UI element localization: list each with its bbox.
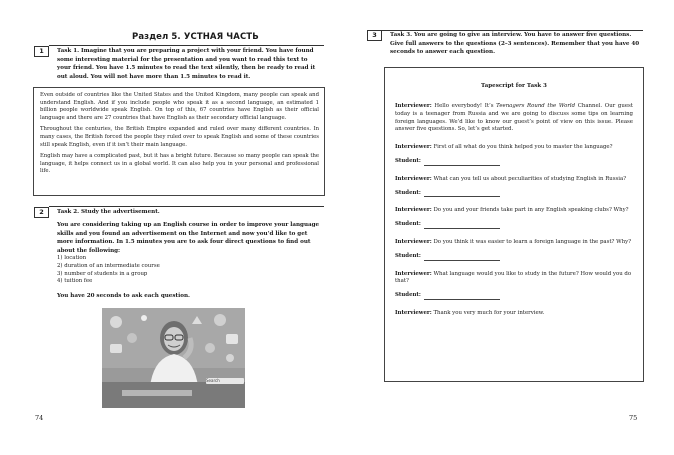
answer-line — [424, 293, 500, 300]
page-number-left: 74 — [35, 414, 44, 422]
tapescript-box — [384, 67, 644, 382]
task3-instruction: Task 3. You are going to give an interview. You have to answer five questions. Give full answers to the questions (2–3 sentences). Remember that you have 40 seconds to answer each question. — [390, 32, 640, 55]
question-4 — [395, 239, 633, 247]
student-answer-1 — [395, 158, 633, 166]
outro-text: Thank you very much for your interview. — [433, 309, 545, 316]
question-text: Do you and your friends take part in any English speaking clubs? Why? — [433, 207, 629, 214]
interviewer-label: Interviewer: — [395, 270, 432, 277]
question-text: Do you think it was easier to learn a foreign language in the past? Why? — [433, 238, 632, 245]
interviewer-label: Interviewer: — [395, 309, 432, 316]
task2-rule — [49, 206, 324, 207]
task1-text-p1: Even outside of countries like the United States and the United Kingdom, many people can speak and understand English. And if you include people who speak it as a second language, an estimated 1 billion people worldwide speak English. On top of this, 67 countries have English as their official language and there are 27 countries that have English as their secondary official language. — [40, 92, 319, 121]
interviewer-label: Interviewer: — [395, 175, 432, 182]
student-label: Student: — [395, 157, 421, 164]
task1-text-p2: Throughout the centuries, the British Empire expanded and ruled over many different countries. In many cases, the British forced the people they ruled over to speak English and some of these countries still speak English, even if it isn’t their main language. — [40, 126, 319, 148]
interviewer-label: Interviewer: — [395, 207, 432, 214]
task2-list — [57, 255, 160, 286]
question-2 — [395, 176, 633, 184]
question-text: What language would you like to study in the future? How would you do that? — [395, 270, 632, 285]
intro-post: Channel. Our guest today is a teenager from Russia and we are going to discuss some tips on learning foreign languages. We’d like to know our guest’s point of view on this issue. Please answer five questions. So, let’s get started. — [395, 103, 633, 133]
channel-name: Teenagers Round the World — [496, 103, 576, 109]
right-page — [337, 0, 674, 455]
question-5 — [395, 271, 633, 287]
task2-item: 3) number of students in a group — [57, 270, 148, 277]
task1-text-box — [33, 87, 325, 196]
student-label: Student: — [395, 189, 421, 196]
interviewer-label: Interviewer: — [395, 238, 432, 245]
task3-number: 3 — [367, 30, 382, 41]
student-label: Student: — [395, 292, 421, 299]
page-number-right: 75 — [629, 414, 638, 422]
section-title: Раздел 5. УСТНАЯ ЧАСТЬ — [132, 32, 259, 42]
student-answer-5 — [395, 292, 633, 300]
question-3 — [395, 207, 633, 215]
task2-instruction: You are considering taking up an English course in order to improve your language skills and you found an advertisement on the Internet and now you’d like to get more information. In 1.5 minutes you are to ask four direct questions to find out about the following: — [57, 222, 320, 254]
question-1 — [395, 144, 633, 152]
student-answer-3 — [395, 221, 633, 229]
answer-line — [424, 159, 500, 166]
task2-item: 2) duration of an intermediate course — [57, 262, 160, 269]
answer-line — [424, 222, 500, 229]
task1-instruction: Task 1. Imagine that you are preparing a project with your friend. You have found some interesting material for the presentation and you want to read this text to your friend. You have 1.5 minutes to read the text silently, then be ready to read it out aloud. You will not have more than 1.5 minutes to read it. — [57, 48, 316, 80]
task2-item: 1) location — [57, 255, 87, 261]
interviewer-label: Interviewer: — [395, 103, 432, 109]
advertisement-photo — [102, 308, 245, 408]
answer-line — [424, 190, 500, 197]
intro-pre: Hello everybody! It’s — [434, 103, 497, 109]
tapescript-title: Tapescript for Task 3 — [481, 83, 547, 89]
question-text: First of all what do you think helped you to master the language? — [433, 144, 613, 151]
answer-line — [424, 254, 500, 261]
interviewer-outro — [395, 310, 633, 318]
task1-number: 1 — [34, 46, 49, 57]
task2-title: Task 2. Study the advertisement. — [57, 209, 160, 215]
student-answer-2 — [395, 190, 633, 198]
interviewer-intro — [395, 103, 633, 134]
student-label: Student: — [395, 221, 421, 228]
student-label: Student: — [395, 252, 421, 259]
interviewer-label: Interviewer: — [395, 144, 432, 151]
task1-text-p3: English may have a complicated past, but it has a bright future. Because so many people can speak the language, it helps connect us in a global world. It can also help you in your personal and professional life. — [40, 153, 319, 175]
question-text: What can you tell us about peculiarities of studying English in Russia? — [433, 175, 627, 182]
task1-rule — [49, 45, 324, 46]
task2-item: 4) tuition fee — [57, 278, 93, 285]
student-answer-4 — [395, 253, 633, 261]
advertisement-photo-illustration — [102, 308, 245, 408]
photo-search-label: Search — [206, 378, 220, 383]
task2-time-note: You have 20 seconds to ask each question. — [57, 293, 190, 299]
task2-number: 2 — [34, 207, 49, 218]
